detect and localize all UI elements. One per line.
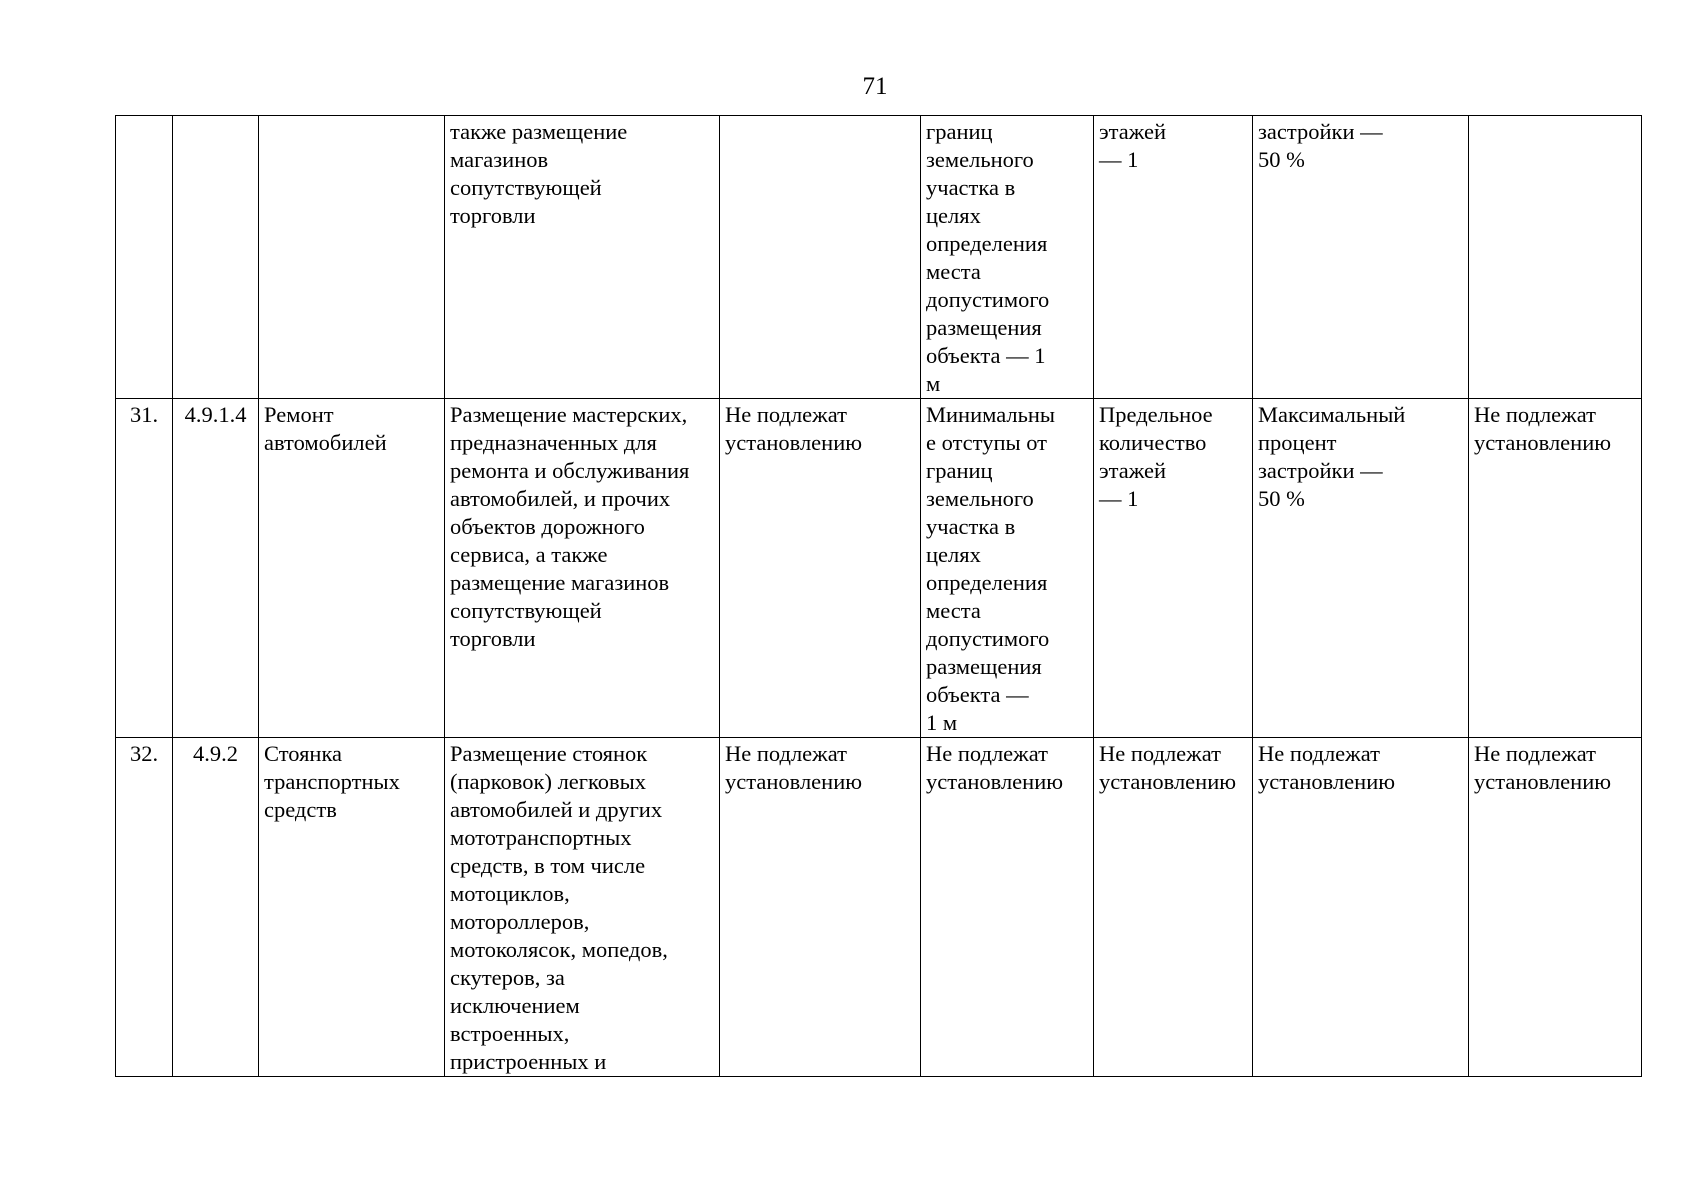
cell-code: 4.9.1.4 bbox=[173, 399, 259, 738]
cell-col5: Не подлежат установлению bbox=[720, 399, 921, 738]
cell-description: Размещение стоянок (парковок) легковых автомобилей и других мототранспортных средств, в том числе мотоциклов, мотороллеров, мотоколясок, мопедов, скутеров, за исключением встроенных, пристроенных и bbox=[445, 738, 720, 1077]
cell-number: 31. bbox=[116, 399, 173, 738]
cell-name bbox=[259, 116, 445, 399]
cell-col9: Не подлежат установлению bbox=[1469, 738, 1642, 1077]
page-number: 71 bbox=[862, 73, 888, 100]
cell-number bbox=[116, 116, 173, 399]
cell-col6: Минимальны е отступы от границ земельного участка в целях определения места допустимого размещения объекта — 1 м bbox=[921, 399, 1094, 738]
cell-col9 bbox=[1469, 116, 1642, 399]
cell-description: Размещение мастерских, предназначенных для ремонта и обслуживания автомобилей, и прочих объектов дорожного сервиса, а также размещение магазинов сопутствующей торговли bbox=[445, 399, 720, 738]
cell-number: 32. bbox=[116, 738, 173, 1077]
cell-col8: Максимальный процент застройки — 50 % bbox=[1253, 399, 1469, 738]
cell-col7: этажей — 1 bbox=[1094, 116, 1253, 399]
regulations-table bbox=[115, 115, 1642, 1077]
cell-col7: Предельное количество этажей — 1 bbox=[1094, 399, 1253, 738]
table-row bbox=[116, 399, 1642, 738]
cell-name: Ремонт автомобилей bbox=[259, 399, 445, 738]
cell-code: 4.9.2 bbox=[173, 738, 259, 1077]
cell-col5 bbox=[720, 116, 921, 399]
cell-col6: Не подлежат установлению bbox=[921, 738, 1094, 1077]
cell-col8: Не подлежат установлению bbox=[1253, 738, 1469, 1077]
cell-col6: границ земельного участка в целях определения места допустимого размещения объекта — 1 м bbox=[921, 116, 1094, 399]
cell-col9: Не подлежат установлению bbox=[1469, 399, 1642, 738]
cell-col8: застройки — 50 % bbox=[1253, 116, 1469, 399]
cell-col7: Не подлежат установлению bbox=[1094, 738, 1253, 1077]
cell-name: Стоянка транспортных средств bbox=[259, 738, 445, 1077]
cell-code bbox=[173, 116, 259, 399]
table-row bbox=[116, 738, 1642, 1077]
cell-col5: Не подлежат установлению bbox=[720, 738, 921, 1077]
cell-description: также размещение магазинов сопутствующей торговли bbox=[445, 116, 720, 399]
table-row bbox=[116, 116, 1642, 399]
